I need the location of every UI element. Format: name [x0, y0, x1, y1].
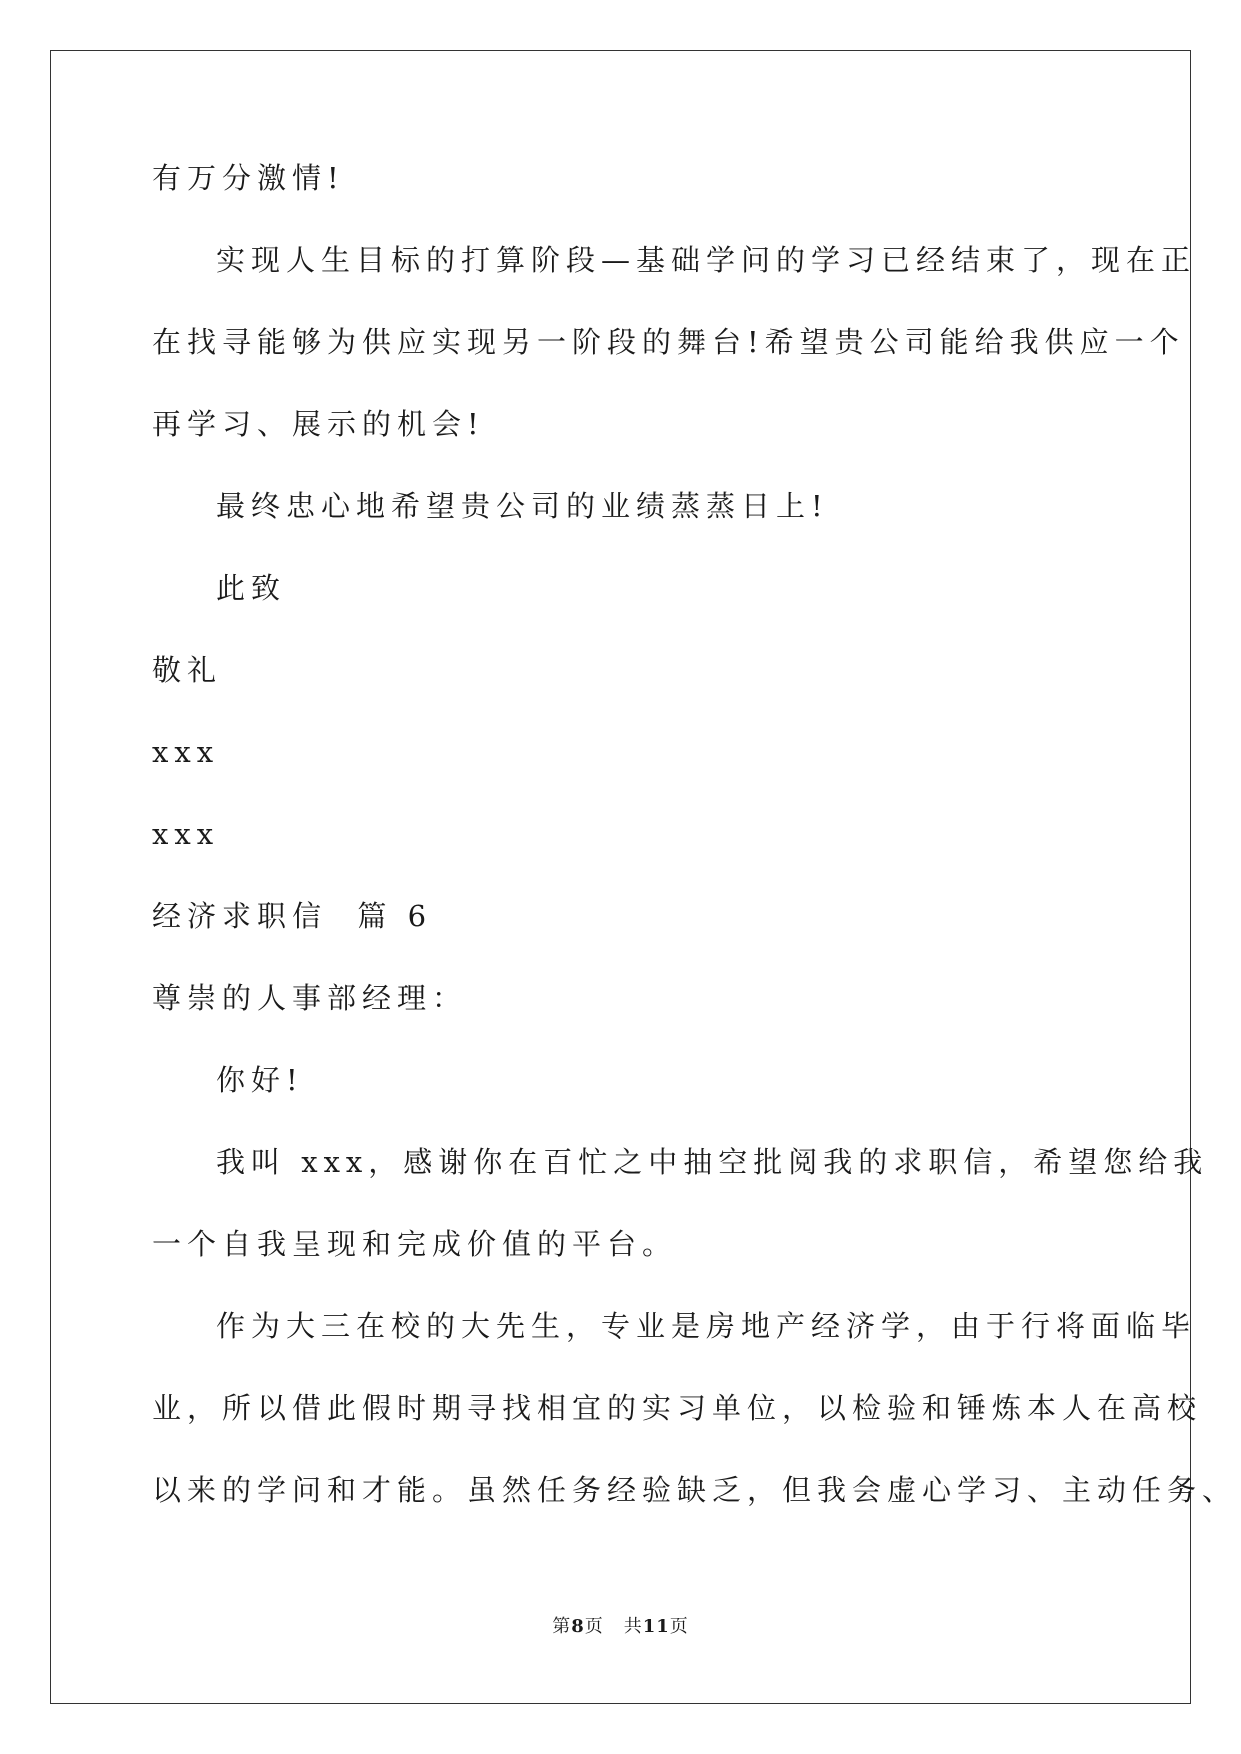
- page-current: 8: [571, 1616, 585, 1637]
- document-body: [152, 160, 1238, 1554]
- text-line: 再学习、展示的机会!: [152, 407, 485, 441]
- text-line: 有万分激情!: [152, 161, 345, 195]
- text-line: 一个自我呈现和完成价值的平台。: [152, 1227, 678, 1261]
- text-line: 你好!: [216, 1063, 304, 1097]
- signature-name: xxx: [152, 735, 220, 769]
- signature-date: xxx: [152, 817, 220, 851]
- section-heading: 经济求职信 篇 6: [152, 899, 433, 933]
- page-suffix: 页: [584, 1616, 604, 1637]
- total-suffix: 页: [669, 1616, 689, 1637]
- text-line: 在找寻能够为供应实现另一阶段的舞台!希望贵公司能给我供应一个: [152, 325, 1185, 359]
- text-line: 实现人生目标的打算阶段—基础学问的学习已经结束了，现在正: [216, 243, 1197, 277]
- closing-salutation: 此致: [216, 571, 287, 605]
- text-line: 业，所以借此假时期寻找相宜的实习单位，以检验和锤炼本人在高校: [152, 1391, 1203, 1425]
- text-line: 作为大三在校的大先生，专业是房地产经济学，由于行将面临毕: [216, 1309, 1197, 1343]
- text-line: 我叫 xxx，感谢你在百忙之中抽空批阅我的求职信，希望您给我: [216, 1145, 1209, 1179]
- text-line: 以来的学问和才能。虽然任务经验缺乏，但我会虚心学习、主动任务、: [152, 1473, 1238, 1507]
- total-prefix: 共: [623, 1616, 643, 1637]
- letter-greeting: 尊崇的人事部经理：: [152, 981, 468, 1015]
- text-line: 最终忠心地希望贵公司的业绩蒸蒸日上!: [216, 489, 829, 523]
- closing-regards: 敬礼: [152, 653, 223, 687]
- page-prefix: 第: [552, 1616, 572, 1637]
- page-footer: [0, 1612, 1241, 1638]
- page-total: 11: [642, 1616, 670, 1637]
